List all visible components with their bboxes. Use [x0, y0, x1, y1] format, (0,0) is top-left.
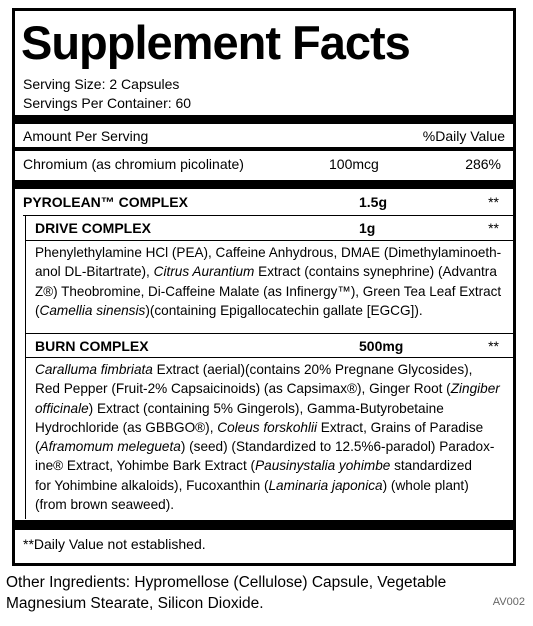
drive-amount: 1g — [359, 220, 376, 236]
chromium-name: Chromium (as chromium picolinate) — [23, 156, 244, 172]
other-ingredients: Other Ingredients: Hypromellose (Cellulose) Capsule, Vegetable Magnesium Stearate, Silicon Dioxide. — [6, 574, 447, 612]
drive-ingredients — [35, 243, 505, 320]
pyrolean-dv: ** — [488, 194, 499, 210]
burn-indent-line — [25, 333, 26, 519]
thick-divider-bottom — [15, 520, 513, 530]
burn-line: (from brown seaweed). — [35, 497, 175, 513]
drive-line: Z®) Theobromine, Di-Caffeine Malate (as Infinergy™), Green Tea Leaf Extract — [35, 283, 502, 299]
burn-amount: 500mg — [359, 338, 404, 354]
amount-per-serving-label: Amount Per Serving — [23, 128, 149, 144]
thick-divider-middle — [15, 180, 513, 189]
drive-line: Phenylethylamine HCl (PEA), Caffeine Anhydrous, DMAE (Dimethylaminoeth- — [35, 245, 502, 260]
drive-line: anol DL-Bitartrate), Citrus Aurantium Extract (contains synephrine) (Advantra — [35, 264, 497, 280]
product-code: AV002 — [492, 596, 525, 608]
chromium-amount: 100mcg — [329, 156, 379, 172]
chromium-dv: 286% — [465, 156, 501, 172]
burn-row — [15, 335, 513, 357]
pyrolean-row — [15, 191, 513, 213]
burn-name: BURN COMPLEX — [35, 338, 149, 354]
burn-rule — [25, 357, 513, 358]
burn-ingredients — [35, 360, 500, 514]
supplement-facts-panel — [12, 8, 516, 566]
burn-line: Caralluma fimbriata Extract (aerial)(contains 20% Pregnane Glycosides), — [35, 362, 473, 377]
drive-row — [15, 217, 513, 239]
drive-name: DRIVE COMPLEX — [35, 220, 151, 236]
burn-line: (Aframomum melegueta) (seed) (Standardized to 12.5%6-paradol) Paradox- — [35, 439, 495, 455]
drive-bottom-rule — [25, 333, 513, 334]
medium-divider — [15, 147, 513, 151]
thick-divider-top — [15, 115, 513, 124]
footnote: **Daily Value not established. — [23, 536, 206, 552]
panel-title: Supplement Facts — [21, 16, 410, 69]
burn-line: Red Pepper (Fruit-2% Capsaicinoids) (as Capsimax®), Ginger Root (Zingiber — [35, 381, 500, 397]
drive-dv: ** — [488, 220, 499, 236]
pyrolean-rule — [23, 215, 513, 216]
burn-dv: ** — [488, 338, 499, 354]
header-row — [15, 125, 513, 147]
drive-rule — [25, 240, 513, 241]
chromium-row — [15, 153, 513, 175]
servings-per-container: Servings Per Container: 60 — [23, 95, 192, 111]
burn-line: Hydrochloride (as GBBGO®), Coleus forskohlii Extract, Grains of Paradise — [35, 419, 484, 435]
daily-value-label: %Daily Value — [422, 128, 505, 144]
burn-line: for Yohimbine alkaloids), Fucoxanthin (Laminaria japonica) (whole plant) — [35, 477, 469, 493]
burn-line: officinale) Extract (containing 5% Gingerols), Gamma-Butyrobetaine — [35, 400, 444, 416]
pyrolean-name: PYROLEAN™ COMPLEX — [23, 194, 188, 210]
drive-line: (Camellia sinensis)(containing Epigallocatechin gallate [EGCG]). — [35, 302, 423, 318]
serving-size: Serving Size: 2 Capsules — [23, 76, 180, 92]
pyrolean-amount: 1.5g — [359, 194, 388, 210]
burn-line: ine® Extract, Yohimbe Bark Extract (Pausinystalia yohimbe standardized — [35, 458, 472, 474]
